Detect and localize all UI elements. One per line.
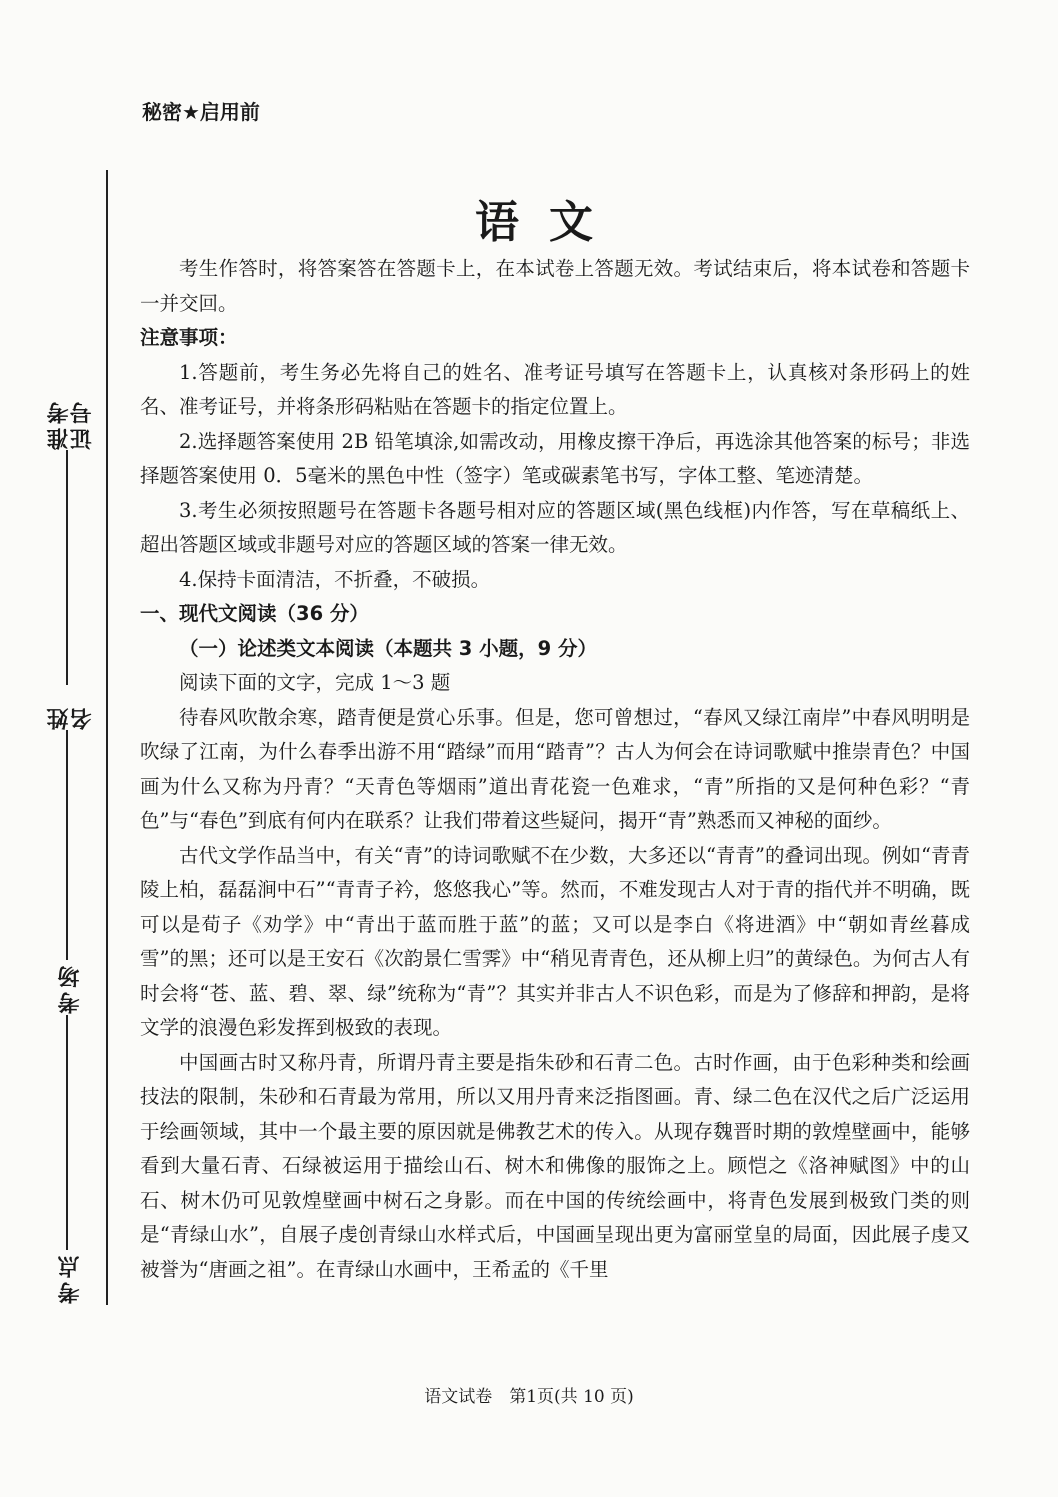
paragraph-2: 古代文学作品当中，有关“青”的诗词歌赋不在少数，大多还以“青青”的叠词出现。例如“青青陵上柏，磊磊涧中石”“青青子衿，悠悠我心”等。然而，不难发现古人对于青的指代并不明确，既可以是荀子《劝学》中“青出于蓝而胜于蓝”的蓝；又可以是李白《将进酒》中“朝如青丝暮成雪”的黑；还可以是王安石《次韵景仁雪霁》中“稍见青青色，还从柳上归”的黄绿色。为何古人有时会将“苍、蓝、碧、翠、绿”统称为“青”？其实并非古人不识色彩，而是为了修辞和押韵，是将文学的浪漫色彩发挥到极致的表现。: [140, 843, 970, 1039]
note-1: 1.答题前，考生务必先将自己的姓名、准考证号填写在答题卡上，认真核对条形码上的姓名、准考证号，并将条形码粘贴在答题卡的指定位置上。: [140, 360, 970, 418]
field-name: [36, 685, 106, 730]
field-name-line: [66, 730, 68, 960]
instruction: 考生作答时，将答案答在答题卡上，在本试卷上答题无效。考试结束后，将本试卷和答题卡一并交回。: [140, 257, 970, 315]
field-exam-number-label: 准考证号: [46, 398, 95, 450]
binding-margin: [36, 170, 108, 1305]
exam-content: [140, 252, 970, 1287]
field-exam-site-label: 考点: [58, 1251, 84, 1304]
paragraph-3: 中国画古时又称丹青，所谓丹青主要是指朱砂和石青二色。古时作画，由于色彩种类和绘画技法的限制，朱砂和石青最为常用，所以又用丹青来泛指图画。青、绿二色在汉代之后广泛运用于绘画领域，其中一个最主要的原因就是佛教艺术的传入。从现存魏晋时期的敦煌壁画中，能够看到大量石青、石绿被运用于描绘山石、树木和佛像的服饰之上。顾恺之《洛神赋图》中的山石、树木仍可见敦煌壁画中树石之身影。而在中国的传统绘画中，将青色发展到极致门类的则是“青绿山水”，自展子虔创青绿山水样式后，中国画呈现出更为富丽堂皇的局面，因此展子虔又被誉为“唐画之祖”。在青绿山水画中，王希孟的《千里: [140, 1050, 970, 1281]
notes-heading: 注意事项：: [140, 326, 238, 349]
field-exam-room-line: [66, 1015, 68, 1250]
page-footer: 语文试卷 第1页(共 10 页): [424, 1387, 634, 1407]
reading-instruction: 阅读下面的文字，完成 1～3 题: [179, 671, 451, 694]
note-3: 3.考生必须按照题号在答题卡各题号相对应的答题区域(黑色线框)内作答，写在草稿纸上、超出答题区域或非题号对应的答题区域的答案一律无效。: [140, 498, 970, 556]
field-exam-number: [36, 380, 106, 450]
note-2: 2.选择题答案使用 2B 铅笔填涂,如需改动，用橡皮擦干净后，再选涂其他答案的标号；非选择题答案使用 0．5毫米的黑色中性（签字）笔或碳素笔书写，字体工整、笔迹清楚。: [140, 429, 970, 487]
field-exam-room: [36, 960, 106, 1015]
field-exam-room-label: 考场: [58, 961, 84, 1014]
field-name-label: 姓名: [46, 704, 95, 730]
note-4: 4.保持卡面清洁，不折叠，不破损。: [179, 567, 491, 591]
field-exam-site: [36, 1250, 106, 1305]
subsection-heading: （一）论述类文本阅读（本题共 3 小题，9 分）: [179, 636, 598, 660]
secret-mark: 秘密★启用前: [142, 100, 260, 124]
page-title: 语文: [475, 197, 623, 248]
section-heading: 一、现代文阅读（36 分）: [140, 602, 369, 625]
field-exam-number-line: [66, 450, 68, 685]
paragraph-1: 待春风吹散余寒，踏青便是赏心乐事。但是，您可曾想过，“春风又绿江南岸”中春风明明是吹绿了江南，为什么春季出游不用“踏绿”而用“踏青”？古人为何会在诗词歌赋中推崇青色？中国画为什么又称为丹青？“天青色等烟雨”道出青花瓷一色难求，“青”所指的又是何种色彩？“青色”与“春色”到底有何内在联系？让我们带着这些疑问，揭开“青”熟悉而又神秘的面纱。: [140, 705, 970, 832]
